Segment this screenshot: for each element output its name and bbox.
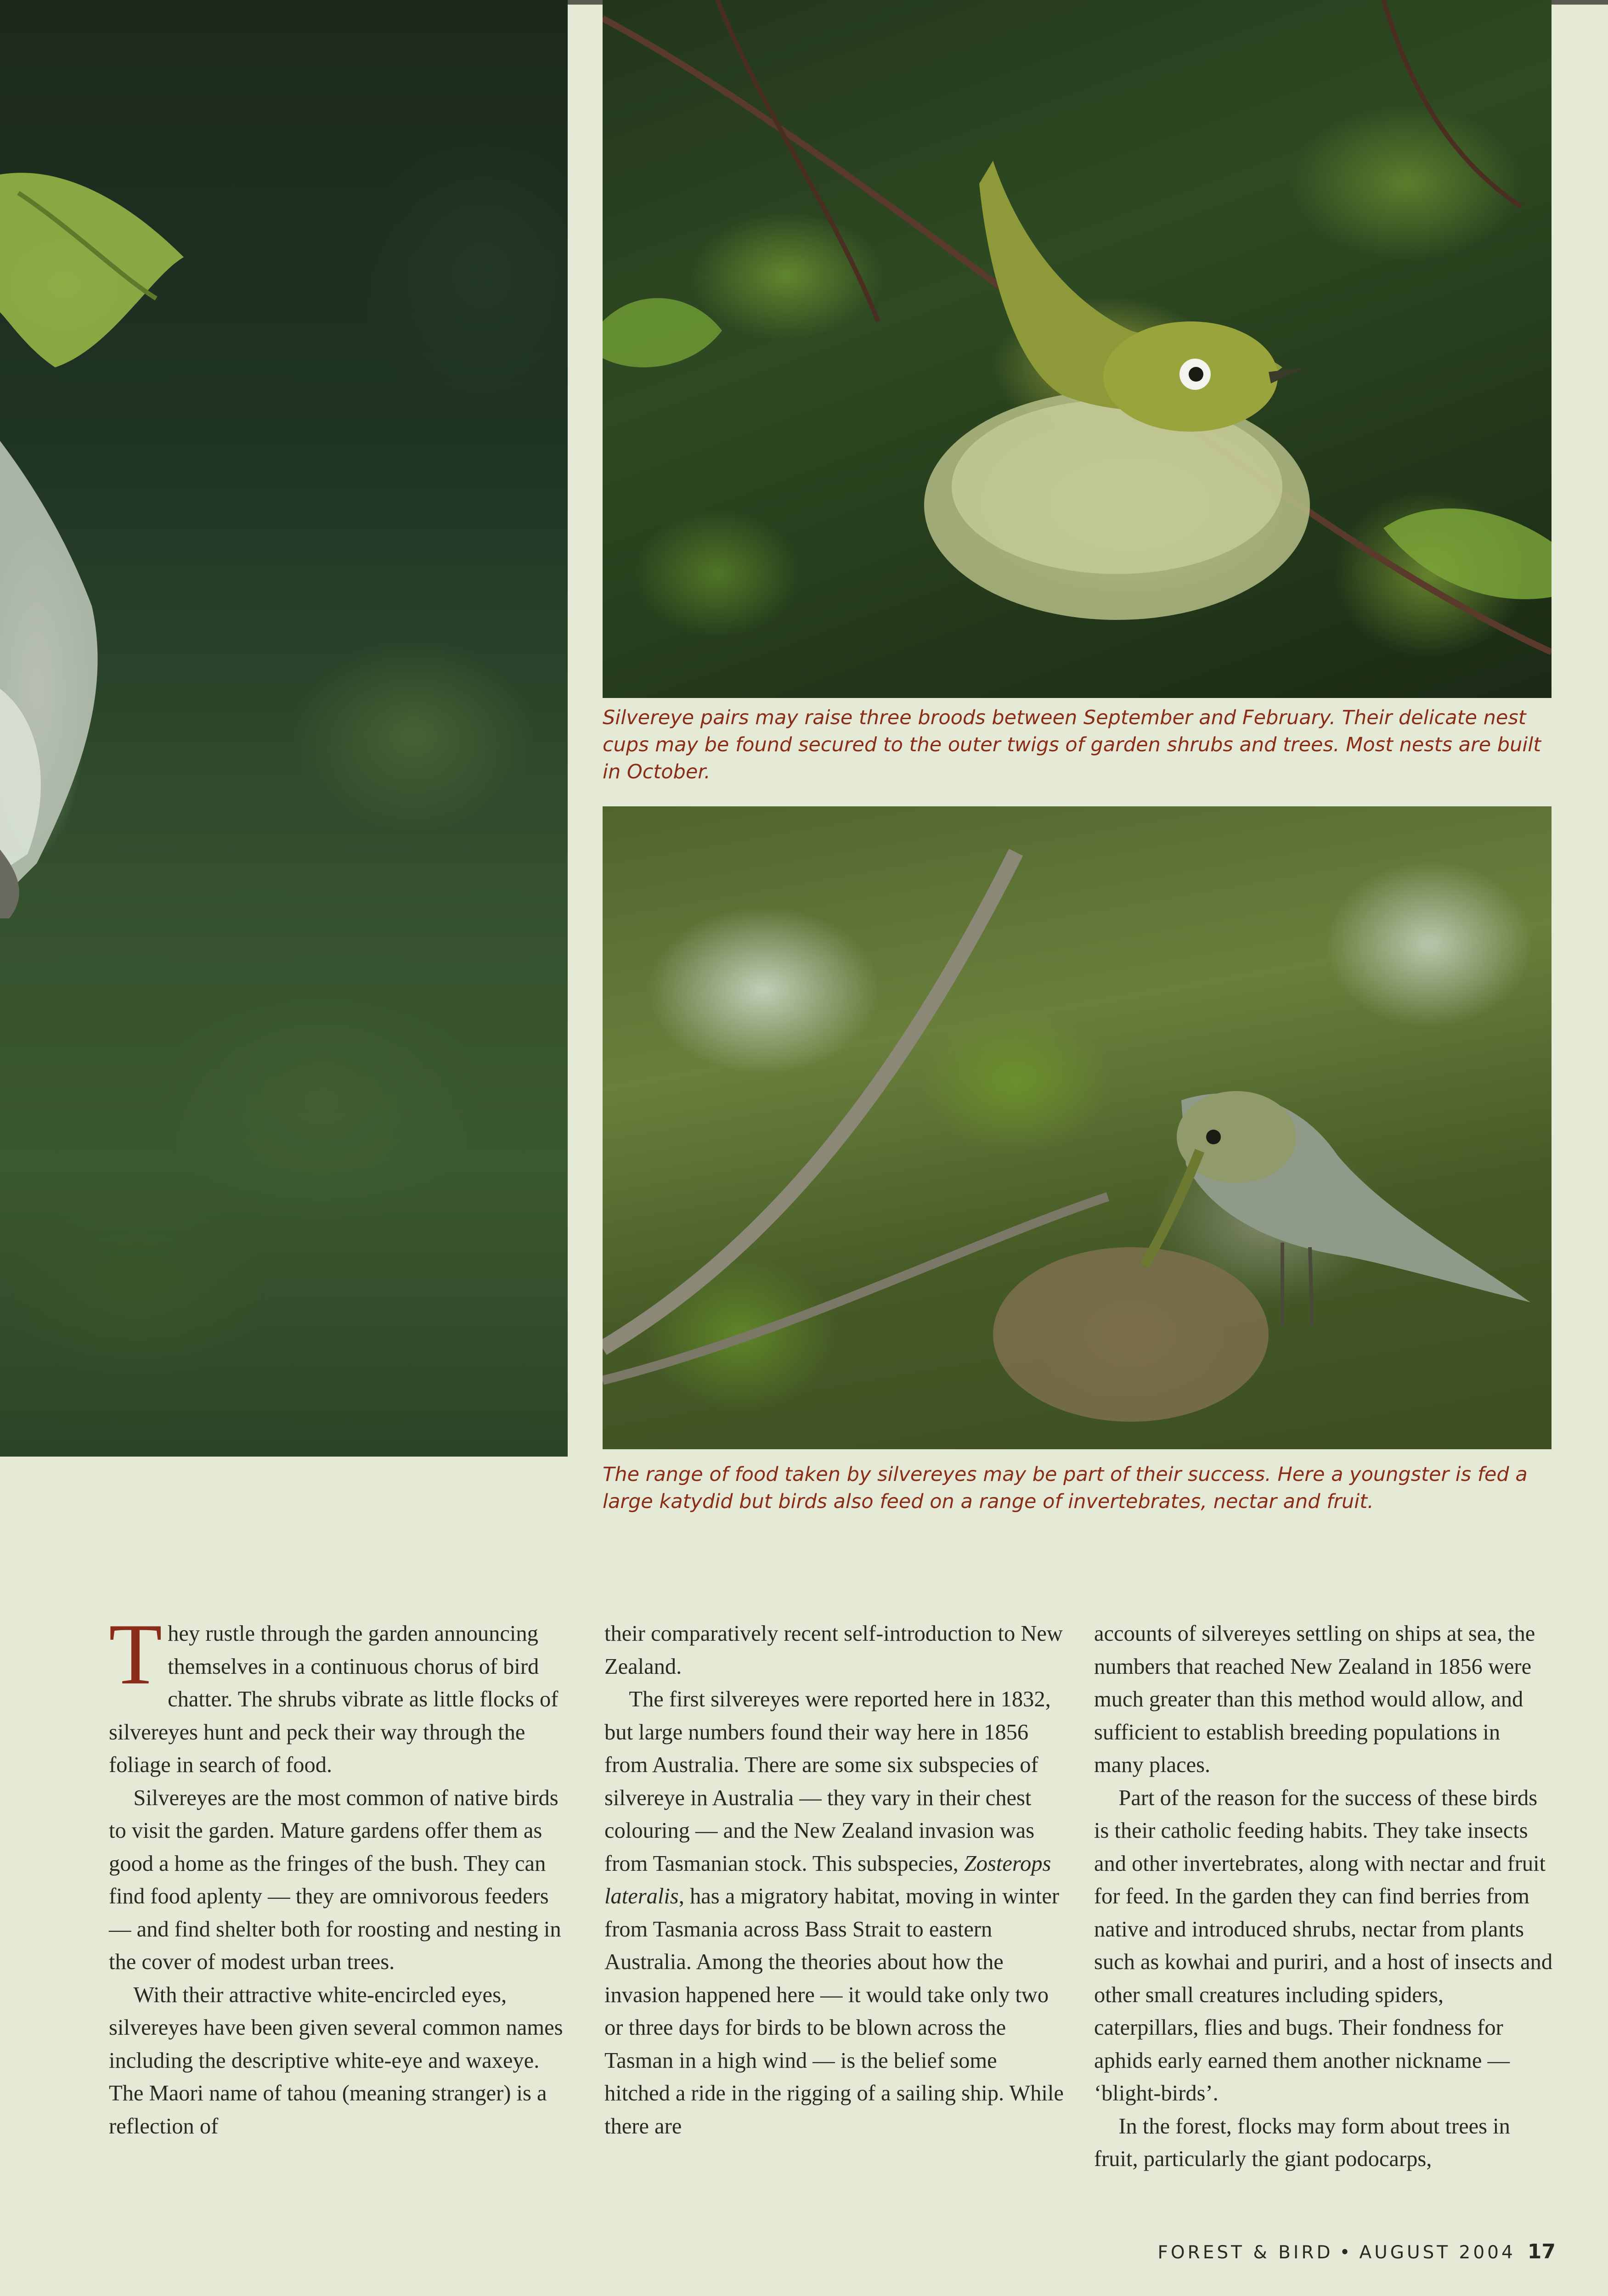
publication-name: FOREST & BIRD bbox=[1157, 2242, 1333, 2263]
paragraph-text: hey rustle through the garden announcing themselves in a continuous chorus of bird chatter. The shrubs vibrate as little flocks of silvereyes hunt and peck their way through the foliage in search of food. bbox=[109, 1621, 559, 1777]
article-paragraph bbox=[604, 1683, 1064, 2143]
article-paragraph bbox=[109, 1606, 568, 1782]
article-paragraph: In the forest, flocks may form about trees in fruit, particularly the giant podocarps, bbox=[1094, 2114, 1510, 2171]
article-paragraph: Part of the reason for the success of these birds is their catholic feeding habits. They take insects and other invertebrates, along with nectar and fruit for feed. In the garden they can find berries from native and introduced shrubs, nectar from plants such as kowhai and puriri, and a host of insects and other small creatures including spiders, caterpillars, flies and bugs. Their fondness for aphids early earned them another nickname — ‘blight-birds’. bbox=[1094, 1785, 1553, 2105]
article-column-3 bbox=[1094, 1617, 1553, 2176]
drop-cap: T bbox=[109, 1606, 163, 1703]
paragraph-text: The first silvereyes were reported here in 1832, but large numbers found their way here in 1856 from Australia. There are some six subspecies of silvereye in Australia — they vary in their chest colouring — and the New Zealand invasion was from Tasmanian stock. This subspecies, bbox=[604, 1687, 1051, 1876]
left-foliage-photo bbox=[0, 0, 568, 1457]
article-paragraph: their comparatively recent self-introduction to New Zealand. bbox=[604, 1621, 1063, 1679]
article-column-2 bbox=[604, 1617, 1064, 2143]
nest-photo bbox=[603, 0, 1552, 698]
page-number: 17 bbox=[1527, 2240, 1556, 2263]
nest-photo-art bbox=[603, 0, 1552, 698]
page-footer bbox=[1157, 2240, 1556, 2263]
feeding-photo bbox=[603, 806, 1552, 1449]
feeding-photo-art bbox=[603, 806, 1552, 1449]
article-paragraph: accounts of silvereyes settling on ships at sea, the numbers that reached New Zealand in 1856 were much greater than this method would allow, and sufficient to establish breeding populations in many places. bbox=[1094, 1621, 1535, 1777]
article-column-1 bbox=[109, 1606, 568, 2143]
species-name: Zosterops lateralis bbox=[604, 1851, 1051, 1908]
paragraph-text: , has a migratory habitat, moving in winter from Tasmania across Bass Strait to eastern Australia. Among the theories about how the invasion happened here — it would take only two or three days for birds to be blown across the Tasman in a high wind — is the belief some hitched a ride in the rigging of a sailing ship. While there are bbox=[604, 1884, 1064, 2138]
article-paragraph: Silvereyes are the most common of native birds to visit the garden. Mature gardens offer them as good a home as the fringes of the bush. They can find food aplenty — they are omnivorous feeders — and find shelter both for roosting and nesting in the cover of modest urban trees. bbox=[109, 1785, 561, 1974]
issue-date: AUGUST 2004 bbox=[1359, 2242, 1516, 2263]
feeding-photo-caption: The range of food taken by silvereyes may be part of their success. Here a youngster is fed a large katydid but birds also feed on a range of invertebrates, nectar and fruit. bbox=[603, 1463, 1528, 1513]
left-foliage-art bbox=[0, 0, 568, 1457]
article-paragraph: With their attractive white-encircled eyes, silvereyes have been given several common names including the descriptive white-eye and waxeye. The Maori name of tahou (meaning stranger) is a reflection of bbox=[109, 1982, 563, 2138]
nest-photo-caption: Silvereye pairs may raise three broods between September and February. Their delicate nest cups may be found secured to the outer twigs of garden shrubs and trees. Most nests are built in October. bbox=[603, 706, 1541, 783]
footer-separator: • bbox=[1339, 2242, 1353, 2263]
